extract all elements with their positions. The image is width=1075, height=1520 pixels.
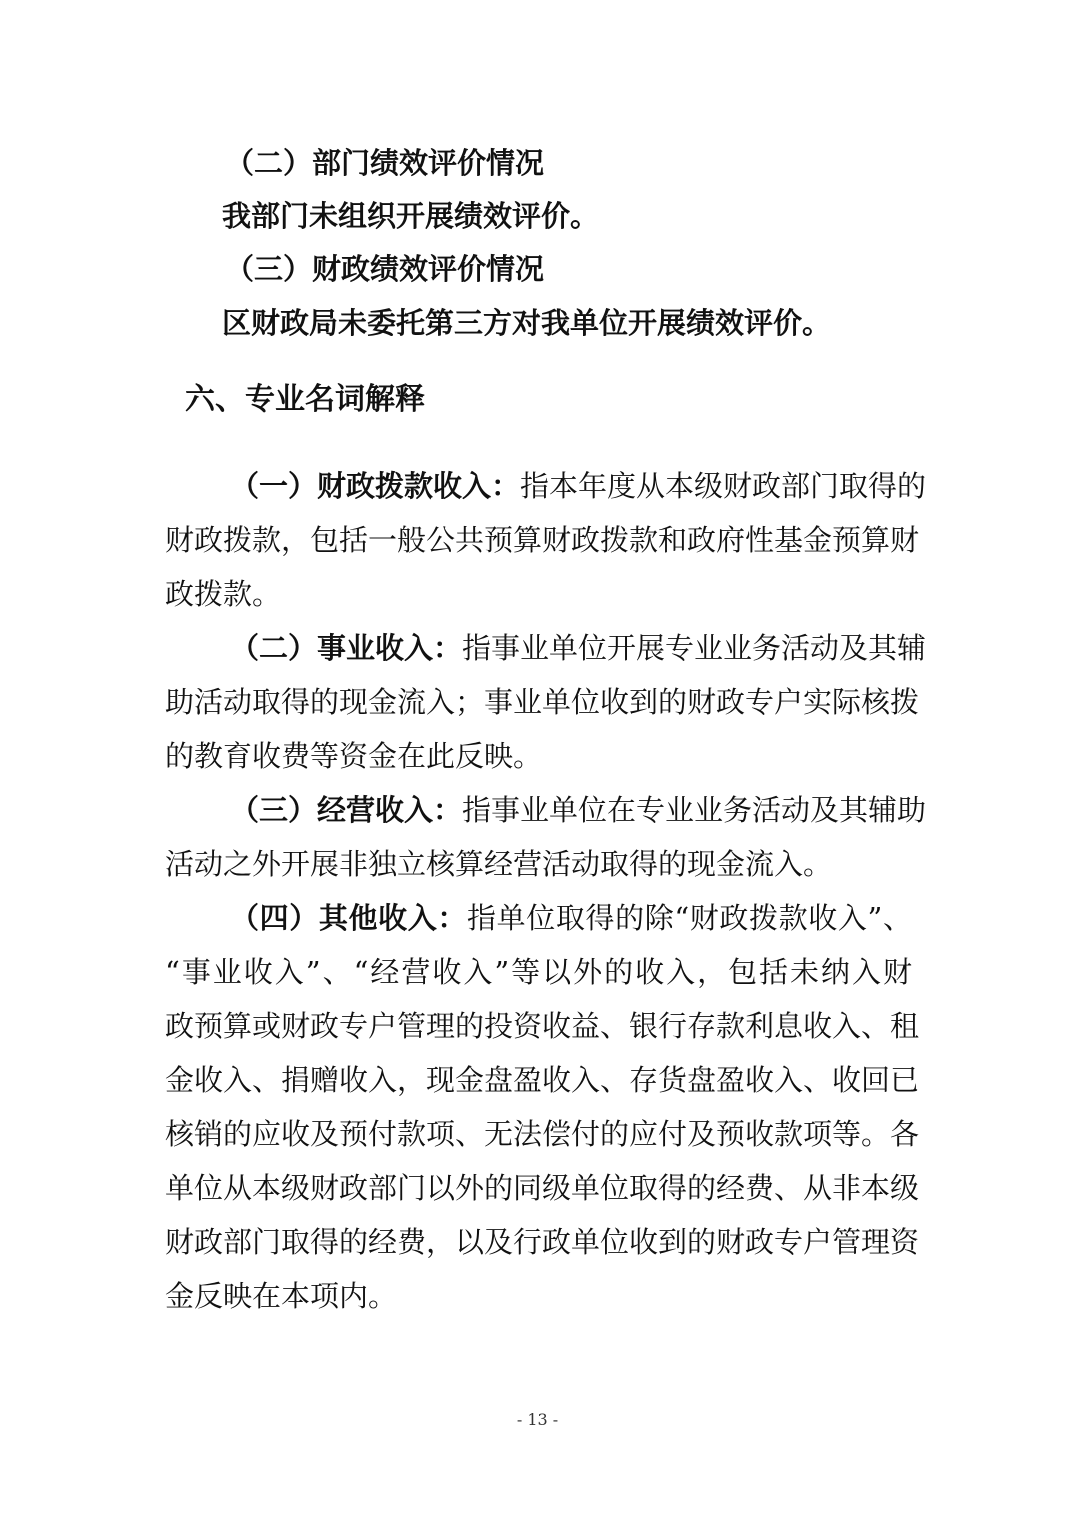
page-number: - 13 - <box>516 1410 559 1429</box>
glossary-item-1-line <box>230 468 927 504</box>
glossary-item-4-line: 单位从本级财政部门以外的同级单位取得的经费、从非本级 <box>165 1171 920 1205</box>
glossary-item-4-line: 金反映在本项内。 <box>165 1279 398 1313</box>
glossary-heading: 六、专业名词解释 <box>185 382 425 417</box>
glossary-item-3-line <box>230 792 927 828</box>
glossary-item-4-line: 金收入、捐赠收入，现金盘盈收入、存货盘盈收入、收回已 <box>165 1063 920 1097</box>
glossary-text: 指本年度从本级财政部门取得的 <box>520 469 927 503</box>
glossary-item-1-line: 财政拨款，包括一般公共预算财政拨款和政府性基金预算财 <box>165 523 920 557</box>
glossary-term: （一）财政拨款收入： <box>230 469 521 503</box>
glossary-text: 指事业单位开展专业业务活动及其辅 <box>462 631 927 665</box>
glossary-text: 指单位取得的除“财政拨款收入”、 <box>466 901 912 935</box>
glossary-item-4-line: “事业收入”、“经营收入”等以外的收入，包括未纳入财 <box>165 955 912 989</box>
section-heading-dept-eval: （二）部门绩效评价情况 <box>225 146 545 180</box>
glossary-term: （二）事业收入： <box>230 631 463 665</box>
glossary-item-4-line: 政预算或财政专户管理的投资收益、银行存款利息收入、租 <box>165 1009 920 1043</box>
glossary-item-2-line: 助活动取得的现金流入；事业单位收到的财政专户实际核拨 <box>165 685 920 719</box>
glossary-item-3-line: 活动之外开展非独立核算经营活动取得的现金流入。 <box>165 847 833 881</box>
dept-eval-text: 我部门未组织开展绩效评价。 <box>222 199 600 233</box>
glossary-item-1-line: 政拨款。 <box>165 577 282 611</box>
glossary-item-2-line <box>230 630 927 666</box>
glossary-item-4-line: 财政部门取得的经费，以及行政单位收到的财政专户管理资 <box>165 1225 920 1259</box>
fin-eval-text: 区财政局未委托第三方对我单位开展绩效评价。 <box>222 306 832 340</box>
glossary-item-4-line <box>230 900 912 936</box>
section-heading-fin-eval: （三）财政绩效评价情况 <box>225 252 545 286</box>
glossary-term: （三）经营收入： <box>230 793 463 827</box>
glossary-item-2-line: 的教育收费等资金在此反映。 <box>165 739 543 773</box>
glossary-term: （四）其他收入： <box>230 901 467 935</box>
glossary-item-4-line: 核销的应收及预付款项、无法偿付的应付及预收款项等。各 <box>165 1117 920 1151</box>
glossary-text: 指事业单位在专业业务活动及其辅助 <box>462 793 927 827</box>
